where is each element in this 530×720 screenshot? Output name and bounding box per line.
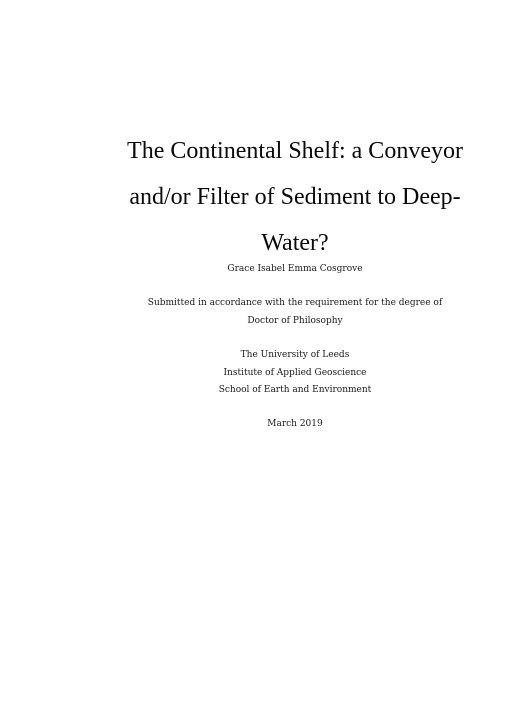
submission-date: March 2019 [267,419,323,429]
thesis-title-line-3: Water? [261,230,329,256]
thesis-title-line-1: The Continental Shelf: a Conveyor [127,138,463,164]
institution-block [108,347,482,400]
thesis-title [108,128,482,266]
institution-line-2: Institute of Applied Geoscience [223,367,367,378]
author-name: Grace Isabel Emma Cosgrove [227,264,363,274]
institution-line-3: School of Earth and Environment [218,385,372,395]
submission-statement [108,295,482,330]
thesis-title-line-2: and/or Filter of Sediment to Deep- [129,184,461,210]
submission-date-block [108,416,482,434]
submission-line-2: Doctor of Philosophy [247,315,343,326]
author-block [108,261,482,279]
submission-line-1: Submitted in accordance with the requirement for the degree of [147,298,443,308]
institution-line-1: The University of Leeds [240,350,350,360]
